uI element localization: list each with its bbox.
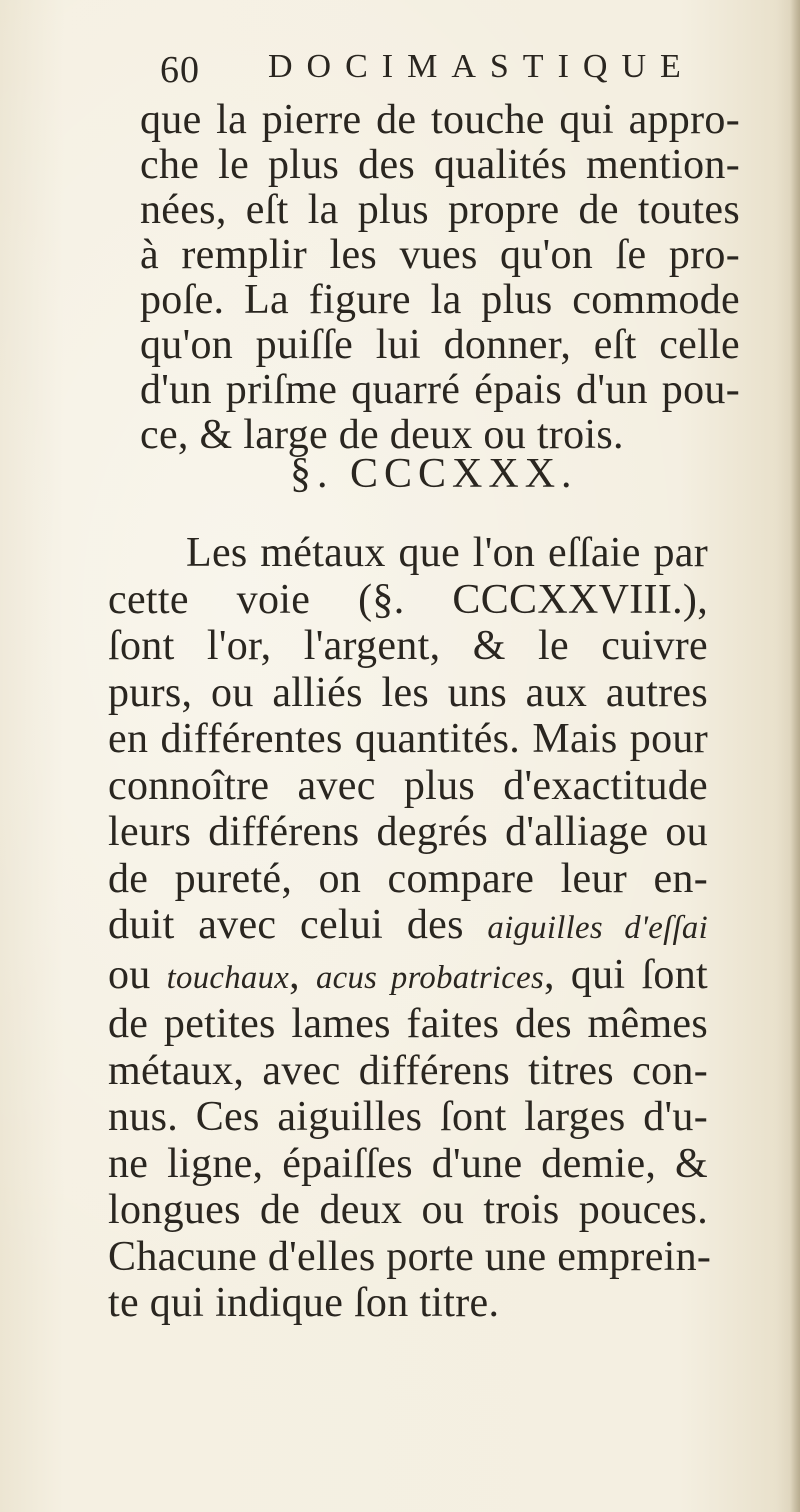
page-header	[160, 48, 695, 98]
running-head: DOCIMASTIQUE	[268, 48, 695, 85]
text-line: à remplir les vues qu'on ſe pro-	[140, 232, 740, 278]
italic-term: touchaux	[166, 959, 290, 996]
text-line: de pureté, on compare leur en-	[108, 855, 708, 902]
page-edge-shadow	[790, 0, 800, 1512]
text-line: en différentes quantités. Mais pour	[108, 716, 708, 762]
text-span: ou	[108, 951, 151, 998]
text-line: ne ligne, épaiſſes d'une demie, &	[108, 1140, 708, 1187]
italic-term: acus probatrices	[315, 959, 544, 996]
text-line-mixed: ou touchaux, acus probatrices, qui ſont	[108, 951, 708, 998]
text-line: ce, & large de deux ou trois.	[140, 412, 624, 458]
text-line: purs, ou alliés les uns aux autres	[108, 669, 708, 716]
text-line: de petites lames faites des mêmes	[108, 1001, 708, 1047]
text-line: Les métaux que l'on eſſaie par	[186, 530, 708, 576]
text-line: Chacune d'elles porte une emprein-	[108, 1233, 712, 1280]
text-span: , qui ſont	[544, 951, 708, 998]
text-line: métaux, avec différens titres con-	[108, 1047, 708, 1094]
text-line: ſont l'or, l'argent, & le cuivre	[108, 623, 708, 669]
text-span: duit avec celui des	[108, 902, 464, 948]
text-line: poſe. La figure la plus commode	[140, 277, 740, 323]
text-line: cette voie (§. CCCXXVIII.),	[108, 576, 708, 623]
italic-term: aiguilles d'eſſai	[487, 910, 708, 946]
text-line: che le plus des qualités mention-	[140, 142, 740, 188]
text-line: connoître avec plus d'exactitude	[108, 762, 708, 809]
text-line: qu'on puiſſe lui donner, eſt celle	[140, 322, 740, 368]
text-line: que la pierre de touche qui appro-	[140, 97, 740, 143]
text-line: longues de deux ou trois pouces.	[108, 1187, 708, 1233]
text-line-mixed	[108, 902, 708, 952]
text-line: d'un priſme quarré épais d'un pou-	[140, 367, 740, 413]
section-heading: §. CCCXXX.	[290, 451, 578, 497]
text-line: nées, eſt la plus propre de toutes	[140, 187, 740, 233]
text-line: nus. Ces aiguilles ſont larges d'u-	[108, 1094, 708, 1140]
text-line: leurs différens degrés d'alliage ou	[108, 809, 708, 855]
paragraph-2	[108, 530, 712, 1327]
text-line: te qui indique ſon titre.	[108, 1280, 500, 1326]
page-number: 60	[160, 49, 200, 91]
paragraph-1	[140, 98, 740, 458]
